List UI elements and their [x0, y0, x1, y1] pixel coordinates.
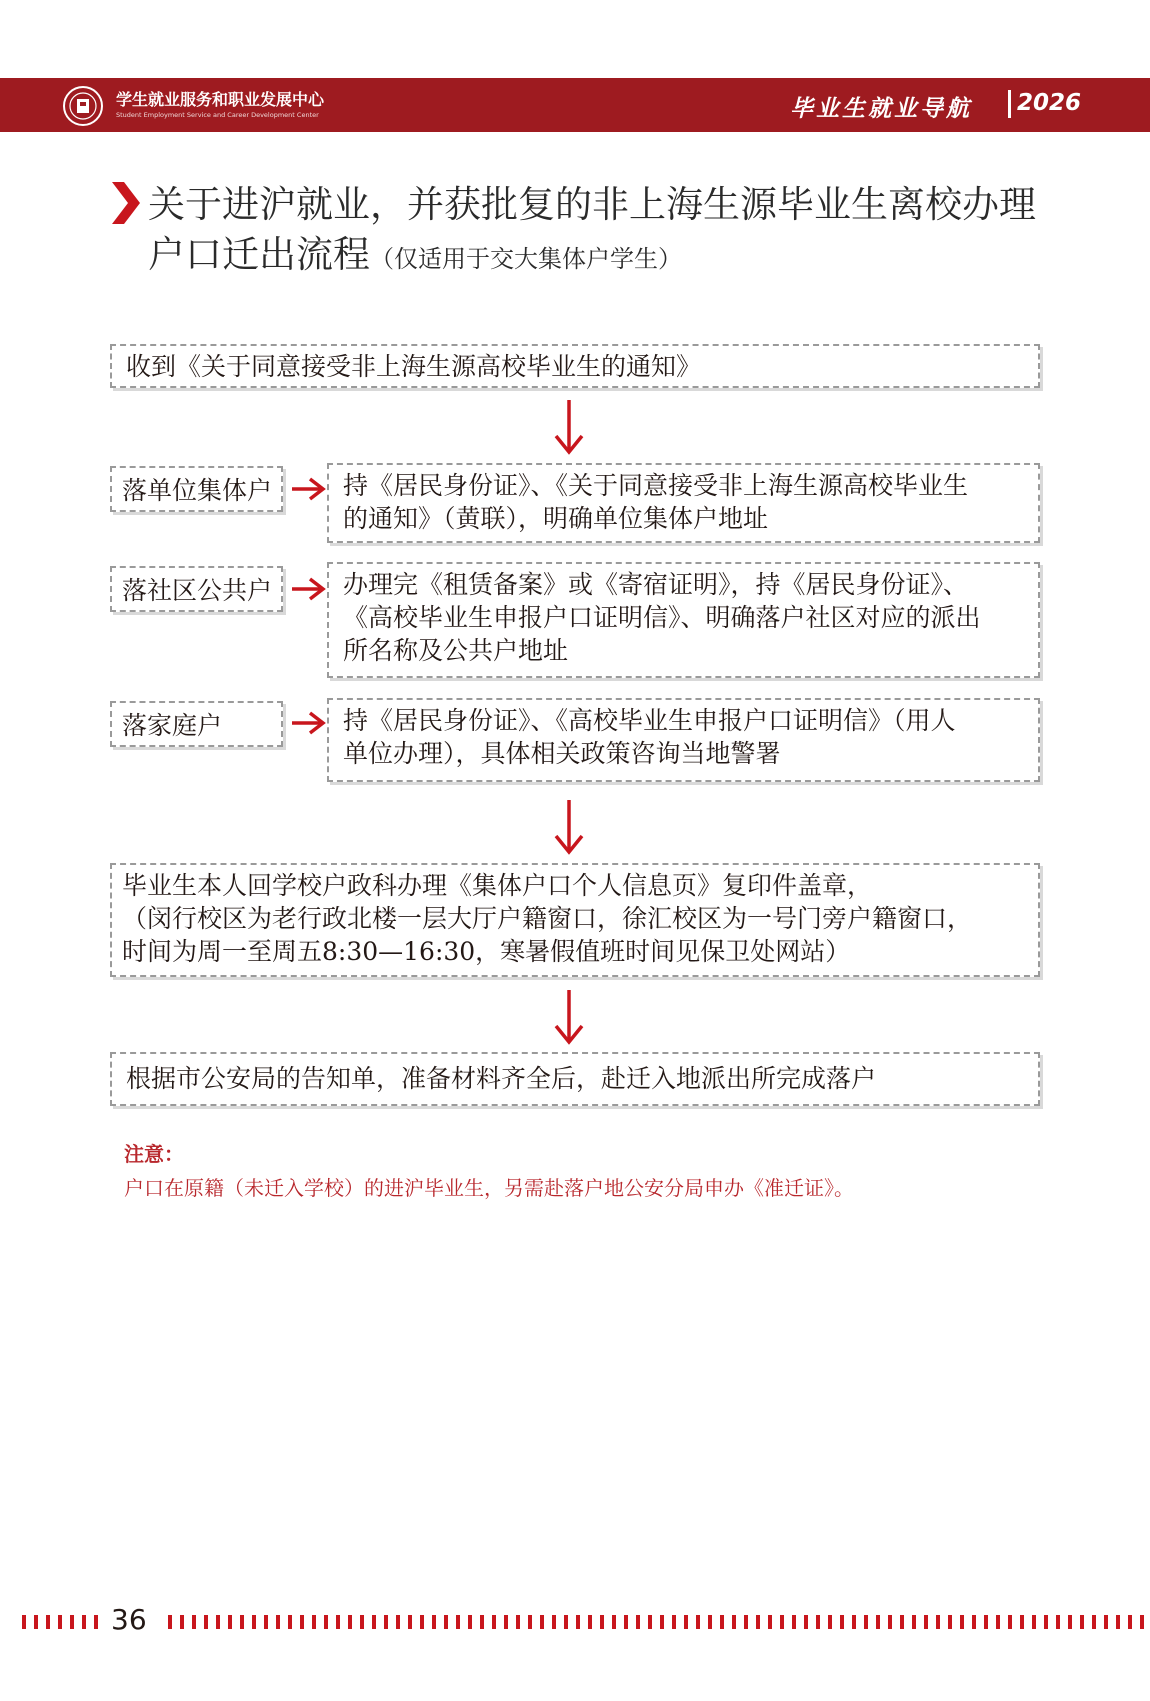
down-arrow-icon [552, 798, 586, 856]
right-arrow-icon [290, 711, 326, 735]
section-title-note: （仅适用于交大集体户学生） [370, 245, 682, 273]
right-arrow-icon [290, 477, 326, 501]
note-label: 注意： [124, 1142, 184, 1166]
step3-line: 毕业生本人回学校户政科办理《集体户口个人信息页》复印件盖章， [122, 871, 873, 900]
step3-line: （闵行校区为老行政北楼一层大厅户籍窗口，徐汇校区为一号门旁户籍窗口， [122, 904, 973, 933]
guide-title: 毕业生就业导航 [790, 95, 972, 122]
branch-detail-line: 单位办理），具体相关政策咨询当地警署 [343, 739, 781, 768]
branch-label-family [110, 701, 283, 747]
right-arrow-icon [290, 577, 326, 601]
chevron-right-icon [110, 180, 142, 226]
branch-label-text: 落单位集体户 [122, 476, 273, 505]
guide-year: 2026 [1017, 90, 1082, 116]
branch-detail-line: 办理完《租赁备案》或《寄宿证明》，持《居民身份证》、 [343, 570, 969, 599]
step3-line: 时间为周一至周五8:30—16:30，寒暑假值班时间见保卫处网站） [122, 937, 851, 966]
page-number: 36 [111, 1603, 147, 1636]
footer-tick-decoration-right [168, 1613, 1150, 1631]
section-title-line1: 关于进沪就业，并获批复的非上海生源毕业生离校办理 [148, 183, 1036, 226]
org-name-en: Student Employment Service and Career Development Center [116, 111, 319, 119]
footer-tick-decoration-left [22, 1613, 104, 1631]
branch-detail-line: 的通知》（黄联），明确单位集体户地址 [343, 504, 769, 533]
org-name-cn: 学生就业服务和职业发展中心 [116, 90, 325, 109]
note-text: 户口在原籍（未迁入学校）的进沪毕业生，另需赴落户地公安分局申办《准迁证》。 [124, 1176, 854, 1200]
flow-step-receive-notice [110, 344, 1040, 388]
university-seal-logo [62, 85, 104, 127]
branch-detail-family [327, 698, 1040, 782]
branch-detail-community-public [327, 562, 1040, 678]
branch-label-community-public [110, 566, 283, 612]
branch-detail-line: 所名称及公共户地址 [343, 636, 569, 665]
flow-step-complete-settlement [110, 1052, 1040, 1106]
step1-text: 收到《关于同意接受非上海生源高校毕业生的通知》 [126, 352, 702, 381]
flow-step-school-office [110, 863, 1040, 977]
section-title-line2 [148, 224, 682, 278]
branch-detail-line: 持《居民身份证》、《高校毕业生申报户口证明信》（用人 [343, 706, 956, 735]
branch-label-text: 落家庭户 [122, 711, 223, 740]
section-title-line2-main: 户口迁出流程 [148, 233, 370, 276]
step4-text: 根据市公安局的告知单，准备材料齐全后，赴迁入地派出所完成落户 [126, 1064, 877, 1093]
branch-detail-line: 《高校毕业生申报户口证明信》、明确落户社区对应的派出 [343, 603, 981, 632]
down-arrow-icon [552, 398, 586, 456]
title-separator [1008, 90, 1011, 118]
branch-label-text: 落社区公共户 [122, 576, 273, 605]
branch-label-unit-collective [110, 466, 283, 512]
branch-detail-line: 持《居民身份证》、《关于同意接受非上海生源高校毕业生 [343, 471, 969, 500]
down-arrow-icon [552, 988, 586, 1046]
branch-detail-unit-collective [327, 463, 1040, 543]
